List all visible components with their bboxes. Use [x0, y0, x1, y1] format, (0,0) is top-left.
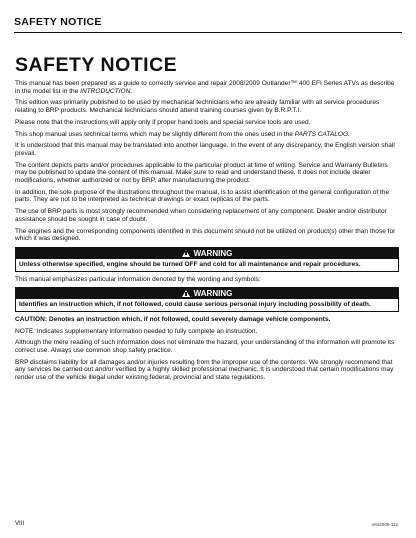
warning-header: [16, 248, 398, 259]
paragraph-hazard: Although the mere reading of such information does not eliminate the hazard, your understanding of the information will promote its correct use. Always use common shop safety practice.: [15, 339, 395, 354]
note-paragraph: [15, 328, 399, 336]
warning-box-definition: [15, 287, 399, 312]
paragraph-intro: [15, 80, 399, 95]
paragraph-engines: The engines and the corresponding components identified in this document should not be utilized on product(s) other than those for which it was designed.: [15, 227, 396, 243]
caution-label: CAUTION:: [15, 315, 48, 323]
introduction-reference: INTRODUCTION.: [80, 87, 133, 95]
paragraph-illustrations: In addition, the sole purpose of the illustrations throughout the manual, is to assist identification of the general configuration of the parts. They are not to be interpreted as technical drawings or exact replicas of the parts.: [15, 188, 390, 204]
document-code: vmr2009-112: [371, 522, 398, 527]
caution-paragraph: [15, 316, 399, 324]
document-body: [15, 80, 399, 386]
warning-triangle-icon: [182, 290, 190, 297]
running-header: [14, 12, 402, 33]
page-title: SAFETY NOTICE: [15, 54, 178, 76]
note-text: Indicates supplementary information needed to fully complete an instruction.: [35, 327, 258, 335]
warning-box-engine: [15, 247, 399, 272]
caution-text: Denotes an instruction which, if not followed, could severely damage vehicle components.: [47, 315, 331, 323]
paragraph-disclaimer: BRP disclaims liability for all damages and/or injuries resulting from the improper use of the contents. We strongly recommend that any services be carried out and/or verified by a highly skilled professional mechanic. It is understood that certain modifications may render use of the vehicle illegal under existing federal, provincial and state regulations.: [15, 358, 394, 382]
paragraph-tools: Please note that the instructions will apply only if proper hand tools and special service tools are used.: [15, 118, 311, 126]
warning-triangle-icon: [182, 250, 190, 257]
paragraph-intro-text: This manual has been prepared as a guide to correctly service and repair 2008/2009 Outlander™ 400 EFI Series ATVs as describe in the model list in the: [15, 80, 395, 95]
warning-text: Identifies an instruction which, if not followed, could cause serious personal injury including possibility of death.: [19, 301, 371, 309]
header-title: SAFETY NOTICE: [14, 16, 102, 28]
paragraph-translation: It is understood that this manual may be translated into another language. In the event of any discrepancy, the English version shall prevail.: [15, 142, 395, 157]
paragraph-edition: This edition was primarily published to be used by mechanical technicians who are already familiar with all service procedures relating to BRP products. Mechanical technicians should attend training courses given by B.R.P.T.I.: [15, 99, 380, 115]
note-label: NOTE:: [15, 327, 36, 335]
warning-text: Unless otherwise specified, engine should be turned OFF and cold for all maintenance and repair procedures.: [19, 260, 361, 268]
paragraph-emphasis: This manual emphasizes particular information denoted by the wording and symbols:: [15, 275, 261, 283]
warning-label: WARNING: [193, 289, 233, 299]
paragraph-terms: [15, 131, 399, 139]
page-number: VIII: [15, 521, 25, 527]
paragraph-brp-parts: The use of BRP parts is most strongly recommended when considering replacement of any component. Dealer and/or distributor assistance should be sought in case of doubt.: [15, 208, 387, 223]
warning-header: [16, 288, 398, 299]
paragraph-content: The content depicts parts and/or procedures applicable to the particular product at time of writing. Service and Warranty Bulletins may be published to update the content of this manual. Make sure to read and understand these. It does not include dealer modifications, whether authorized or not by BRP, after manufacturing the product.: [15, 161, 388, 185]
paragraph-terms-text: This shop manual uses technical terms which may be slightly different from the ones used in the: [15, 130, 295, 138]
parts-catalog-reference: PARTS CATALOG.: [294, 130, 350, 138]
warning-label: WARNING: [193, 248, 233, 258]
